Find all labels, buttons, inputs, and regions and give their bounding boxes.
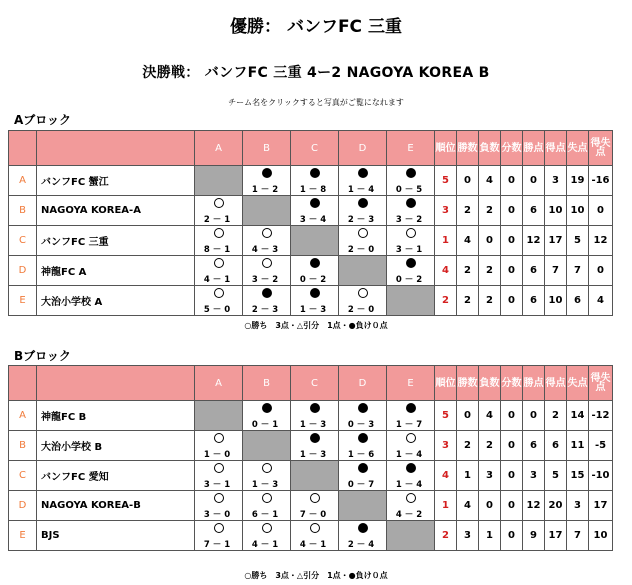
block-a-legend: ○勝ち 3点・△引分 1点・●負け０点 xyxy=(244,321,388,330)
match-result-cell xyxy=(195,461,243,491)
self-match-cell xyxy=(387,521,435,551)
row-letter: A xyxy=(9,166,37,196)
table-row xyxy=(9,286,613,316)
team-name-link[interactable]: NAGOYA KOREA-A xyxy=(37,196,195,226)
loss-circle-icon xyxy=(406,198,416,208)
match-score: 1－2 xyxy=(251,185,282,195)
win-circle-icon xyxy=(310,493,320,503)
self-match-cell xyxy=(195,401,243,431)
self-match-cell xyxy=(243,431,291,461)
loss-circle-icon xyxy=(310,198,320,208)
match-score: 7－0 xyxy=(299,510,330,520)
stat-header: 勝点 xyxy=(523,366,545,401)
table-row xyxy=(9,521,613,551)
team-name-link[interactable]: NAGOYA KOREA-B xyxy=(37,491,195,521)
stat-value: 0 xyxy=(501,461,523,491)
match-result-cell xyxy=(387,196,435,226)
match-score: 2－3 xyxy=(347,215,378,225)
stat-value: 0 xyxy=(501,431,523,461)
win-circle-icon xyxy=(262,493,272,503)
stat-value: 0 xyxy=(501,401,523,431)
column-header-d: D xyxy=(339,366,387,401)
match-score: 1－4 xyxy=(347,185,378,195)
match-result-cell xyxy=(339,286,387,316)
stat-value: 9 xyxy=(523,521,545,551)
block-b-legend: ○勝ち 3点・△引分 1点・●負け０点 xyxy=(244,571,388,580)
stat-value: 20 xyxy=(545,491,567,521)
stat-value: 7 xyxy=(567,256,589,286)
loss-circle-icon xyxy=(262,288,272,298)
column-header-c: C xyxy=(291,131,339,166)
match-score: 3－0 xyxy=(203,510,234,520)
win-circle-icon xyxy=(214,523,224,533)
stat-value: 6 xyxy=(523,431,545,461)
team-name-link[interactable]: 神龍FC A xyxy=(37,256,195,286)
win-circle-icon xyxy=(262,523,272,533)
match-score: 0－3 xyxy=(347,420,378,430)
stat-header: 勝数 xyxy=(457,131,479,166)
win-circle-icon xyxy=(358,288,368,298)
stat-value: 0 xyxy=(501,226,523,256)
stat-value: 0 xyxy=(457,401,479,431)
win-circle-icon xyxy=(214,288,224,298)
self-match-cell xyxy=(387,286,435,316)
stat-value: 12 xyxy=(523,226,545,256)
team-name-link[interactable]: バンフFC 愛知 xyxy=(37,461,195,491)
stat-value: 0 xyxy=(589,196,613,226)
match-result-cell xyxy=(243,461,291,491)
match-result-cell xyxy=(195,491,243,521)
self-match-cell xyxy=(243,196,291,226)
match-result-cell xyxy=(243,286,291,316)
win-circle-icon xyxy=(406,228,416,238)
stat-value: 0 xyxy=(479,491,501,521)
table-row xyxy=(9,196,613,226)
loss-circle-icon xyxy=(310,258,320,268)
table-row xyxy=(9,461,613,491)
stat-value: 19 xyxy=(567,166,589,196)
match-result-cell xyxy=(387,491,435,521)
win-circle-icon xyxy=(310,523,320,533)
row-letter: E xyxy=(9,521,37,551)
match-result-cell xyxy=(387,166,435,196)
match-score: 3－1 xyxy=(395,245,426,255)
loss-circle-icon xyxy=(358,198,368,208)
win-circle-icon xyxy=(214,433,224,443)
stat-value: 10 xyxy=(545,286,567,316)
match-score: 8－1 xyxy=(203,245,234,255)
loss-circle-icon xyxy=(358,523,368,533)
row-letter: D xyxy=(9,491,37,521)
match-result-cell xyxy=(291,286,339,316)
match-score: 2－4 xyxy=(347,540,378,550)
win-circle-icon xyxy=(214,228,224,238)
stat-value: 10 xyxy=(589,521,613,551)
stat-header: 失点 xyxy=(567,366,589,401)
match-score: 1－0 xyxy=(203,450,234,460)
match-score: 1－4 xyxy=(395,480,426,490)
stat-value: 1 xyxy=(479,521,501,551)
match-score: 3－2 xyxy=(395,215,426,225)
match-score: 4－1 xyxy=(299,540,330,550)
win-circle-icon xyxy=(262,463,272,473)
stat-value: 5 xyxy=(567,226,589,256)
stat-value: 2 xyxy=(457,256,479,286)
team-name-link[interactable]: 大治小学校 B xyxy=(37,431,195,461)
stat-value: 15 xyxy=(567,461,589,491)
win-circle-icon xyxy=(262,258,272,268)
match-result-cell xyxy=(195,521,243,551)
match-result-cell xyxy=(387,401,435,431)
loss-circle-icon xyxy=(406,463,416,473)
match-result-cell xyxy=(291,431,339,461)
match-score: 0－2 xyxy=(299,275,330,285)
stat-header: 負数 xyxy=(479,131,501,166)
stat-value: 7 xyxy=(545,256,567,286)
match-result-cell xyxy=(291,166,339,196)
table-row xyxy=(9,226,613,256)
block-b-table xyxy=(8,365,613,551)
match-result-cell xyxy=(243,256,291,286)
loss-circle-icon xyxy=(262,403,272,413)
loss-circle-icon xyxy=(406,258,416,268)
block-a-table xyxy=(8,130,613,316)
stat-value: 0 xyxy=(523,166,545,196)
self-match-cell xyxy=(339,491,387,521)
stat-value: 0 xyxy=(501,256,523,286)
column-header-b: B xyxy=(243,366,291,401)
win-circle-icon xyxy=(214,493,224,503)
stat-value: 6 xyxy=(545,431,567,461)
match-score: 0－5 xyxy=(395,185,426,195)
stat-value: 3 xyxy=(567,491,589,521)
win-circle-icon xyxy=(358,228,368,238)
stat-header: 分数 xyxy=(501,131,523,166)
loss-circle-icon xyxy=(310,288,320,298)
corner-cell xyxy=(9,366,37,401)
rank-value: 2 xyxy=(435,286,457,316)
row-letter: C xyxy=(9,461,37,491)
stat-value: 0 xyxy=(501,166,523,196)
stat-header: 負数 xyxy=(479,366,501,401)
stat-value: 12 xyxy=(589,226,613,256)
match-score: 3－2 xyxy=(251,275,282,285)
stat-value: 0 xyxy=(523,401,545,431)
match-score: 0－7 xyxy=(347,480,378,490)
win-circle-icon xyxy=(214,258,224,268)
stat-value: 7 xyxy=(567,521,589,551)
stat-value: 4 xyxy=(457,226,479,256)
loss-circle-icon xyxy=(406,168,416,178)
stat-value: -16 xyxy=(589,166,613,196)
loss-circle-icon xyxy=(310,403,320,413)
match-result-cell xyxy=(339,431,387,461)
stat-value: 17 xyxy=(545,521,567,551)
rank-value: 3 xyxy=(435,431,457,461)
team-name-link[interactable]: BJS xyxy=(37,521,195,551)
match-result-cell xyxy=(339,461,387,491)
row-letter: B xyxy=(9,431,37,461)
match-result-cell xyxy=(243,166,291,196)
match-result-cell xyxy=(195,431,243,461)
match-result-cell xyxy=(339,401,387,431)
stat-header: 分数 xyxy=(501,366,523,401)
loss-circle-icon xyxy=(406,403,416,413)
final-result: 決勝戦： バンフFC 三重 4ー2 NAGOYA KOREA B xyxy=(142,65,490,81)
rank-value: 5 xyxy=(435,166,457,196)
win-circle-icon xyxy=(406,493,416,503)
team-name-link[interactable]: 神龍FC B xyxy=(37,401,195,431)
team-name-link[interactable]: バンフFC 三重 xyxy=(37,226,195,256)
match-score: 1－3 xyxy=(251,480,282,490)
column-header-e: E xyxy=(387,131,435,166)
row-letter: D xyxy=(9,256,37,286)
match-score: 1－3 xyxy=(299,420,330,430)
stat-header: 得失点 xyxy=(589,366,613,401)
column-header-a: A xyxy=(195,366,243,401)
stat-header: 勝点 xyxy=(523,131,545,166)
stat-value: 2 xyxy=(457,196,479,226)
loss-circle-icon xyxy=(310,433,320,443)
stat-value: 0 xyxy=(589,256,613,286)
win-circle-icon xyxy=(406,433,416,443)
stat-value: 6 xyxy=(567,286,589,316)
match-score: 4－1 xyxy=(251,540,282,550)
stat-value: 12 xyxy=(523,491,545,521)
stat-value: 3 xyxy=(479,461,501,491)
match-score: 3－4 xyxy=(299,215,330,225)
column-header-b: B xyxy=(243,131,291,166)
match-score: 1－3 xyxy=(299,450,330,460)
stat-value: -5 xyxy=(589,431,613,461)
stat-value: 14 xyxy=(567,401,589,431)
match-result-cell xyxy=(339,166,387,196)
table-row xyxy=(9,431,613,461)
self-match-cell xyxy=(291,461,339,491)
stat-value: 0 xyxy=(457,166,479,196)
match-result-cell xyxy=(387,256,435,286)
match-score: 4－3 xyxy=(251,245,282,255)
stat-value: 4 xyxy=(479,401,501,431)
column-header-d: D xyxy=(339,131,387,166)
stat-value: 4 xyxy=(589,286,613,316)
header-row xyxy=(9,131,613,166)
loss-circle-icon xyxy=(310,168,320,178)
match-score: 7－1 xyxy=(203,540,234,550)
match-score: 1－4 xyxy=(395,450,426,460)
stat-value: 6 xyxy=(523,286,545,316)
stat-value: 0 xyxy=(501,196,523,226)
column-header-a: A xyxy=(195,131,243,166)
stat-value: 5 xyxy=(545,461,567,491)
match-result-cell xyxy=(243,226,291,256)
match-score: 6－1 xyxy=(251,510,282,520)
match-result-cell xyxy=(291,521,339,551)
stat-value: 10 xyxy=(545,196,567,226)
stat-value: 2 xyxy=(457,286,479,316)
row-letter: A xyxy=(9,401,37,431)
win-circle-icon xyxy=(214,198,224,208)
stat-value: 0 xyxy=(479,226,501,256)
stat-value: 0 xyxy=(501,521,523,551)
column-header-e: E xyxy=(387,366,435,401)
stat-value: 17 xyxy=(545,226,567,256)
stat-value: 1 xyxy=(457,461,479,491)
row-letter: E xyxy=(9,286,37,316)
page-title: 優勝： バンフFC 三重 xyxy=(230,17,402,37)
match-score: 0－1 xyxy=(251,420,282,430)
stat-value: 6 xyxy=(523,196,545,226)
match-score: 1－3 xyxy=(299,305,330,315)
match-result-cell xyxy=(339,226,387,256)
match-result-cell xyxy=(387,226,435,256)
self-match-cell xyxy=(291,226,339,256)
match-score: 2－0 xyxy=(347,245,378,255)
row-letter: B xyxy=(9,196,37,226)
stat-value: 3 xyxy=(523,461,545,491)
match-score: 1－7 xyxy=(395,420,426,430)
team-name-link[interactable]: 大治小学校 A xyxy=(37,286,195,316)
stat-value: 3 xyxy=(457,521,479,551)
table-row xyxy=(9,256,613,286)
rank-value: 5 xyxy=(435,401,457,431)
match-result-cell xyxy=(291,401,339,431)
rank-value: 4 xyxy=(435,461,457,491)
match-score: 4－1 xyxy=(203,275,234,285)
block-b-title: Bブロック xyxy=(14,349,71,363)
match-result-cell xyxy=(243,401,291,431)
match-score: 3－1 xyxy=(203,480,234,490)
table-row xyxy=(9,401,613,431)
match-result-cell xyxy=(195,286,243,316)
match-score: 4－2 xyxy=(395,510,426,520)
stat-value: 2 xyxy=(479,431,501,461)
stat-header: 順位 xyxy=(435,131,457,166)
team-header-cell xyxy=(37,131,195,166)
corner-cell xyxy=(9,131,37,166)
stat-value: 4 xyxy=(479,166,501,196)
match-result-cell xyxy=(387,461,435,491)
stat-value: 2 xyxy=(479,256,501,286)
match-result-cell xyxy=(387,431,435,461)
stat-header: 順位 xyxy=(435,366,457,401)
row-letter: C xyxy=(9,226,37,256)
rank-value: 1 xyxy=(435,226,457,256)
stat-value: 2 xyxy=(479,286,501,316)
match-score: 5－0 xyxy=(203,305,234,315)
loss-circle-icon xyxy=(262,168,272,178)
self-match-cell xyxy=(339,256,387,286)
match-score: 2－3 xyxy=(251,305,282,315)
stat-value: 3 xyxy=(545,166,567,196)
team-header-cell xyxy=(37,366,195,401)
match-result-cell xyxy=(291,256,339,286)
stat-value: 0 xyxy=(501,286,523,316)
stat-value: 10 xyxy=(567,196,589,226)
stat-value: -10 xyxy=(589,461,613,491)
match-score: 0－2 xyxy=(395,275,426,285)
stat-value: 2 xyxy=(545,401,567,431)
self-match-cell xyxy=(195,166,243,196)
stat-header: 得点 xyxy=(545,366,567,401)
stat-header: 勝数 xyxy=(457,366,479,401)
rank-value: 3 xyxy=(435,196,457,226)
click-hint: チーム名をクリックすると写真がご覧になれます xyxy=(228,98,404,107)
table-row xyxy=(9,491,613,521)
team-name-link[interactable]: バンフFC 蟹江 xyxy=(37,166,195,196)
stat-value: 0 xyxy=(501,491,523,521)
match-result-cell xyxy=(243,491,291,521)
loss-circle-icon xyxy=(358,463,368,473)
match-score: 2－0 xyxy=(347,305,378,315)
stat-value: 6 xyxy=(523,256,545,286)
win-circle-icon xyxy=(262,228,272,238)
stat-header: 得点 xyxy=(545,131,567,166)
stat-value: 2 xyxy=(457,431,479,461)
table-row xyxy=(9,166,613,196)
stat-value: 4 xyxy=(457,491,479,521)
match-result-cell xyxy=(243,521,291,551)
loss-circle-icon xyxy=(358,433,368,443)
match-result-cell xyxy=(195,196,243,226)
win-circle-icon xyxy=(214,463,224,473)
loss-circle-icon xyxy=(358,168,368,178)
rank-value: 1 xyxy=(435,491,457,521)
match-result-cell xyxy=(339,521,387,551)
stat-header: 得失点 xyxy=(589,131,613,166)
match-score: 2－1 xyxy=(203,215,234,225)
match-result-cell xyxy=(195,226,243,256)
match-result-cell xyxy=(339,196,387,226)
header-row xyxy=(9,366,613,401)
match-result-cell xyxy=(291,196,339,226)
rank-value: 2 xyxy=(435,521,457,551)
stat-value: -12 xyxy=(589,401,613,431)
match-score: 1－8 xyxy=(299,185,330,195)
match-score: 1－6 xyxy=(347,450,378,460)
loss-circle-icon xyxy=(358,403,368,413)
stat-header: 失点 xyxy=(567,131,589,166)
stat-value: 17 xyxy=(589,491,613,521)
column-header-c: C xyxy=(291,366,339,401)
rank-value: 4 xyxy=(435,256,457,286)
match-result-cell xyxy=(291,491,339,521)
match-result-cell xyxy=(195,256,243,286)
stat-value: 11 xyxy=(567,431,589,461)
block-a-title: Aブロック xyxy=(14,113,72,127)
stat-value: 2 xyxy=(479,196,501,226)
